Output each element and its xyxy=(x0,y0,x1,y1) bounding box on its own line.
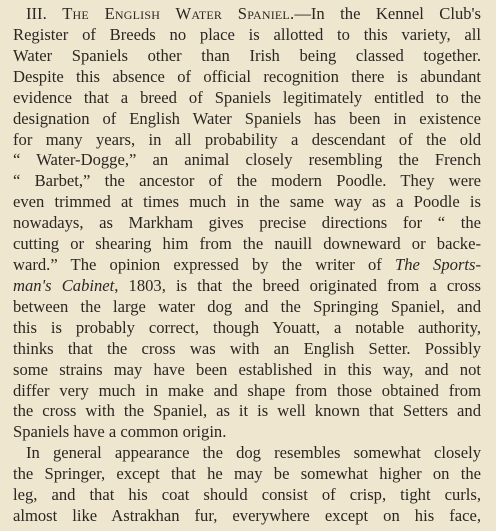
text-line-23: the Springer, except that he may be somewhat higher on the xyxy=(13,464,481,484)
text-line-17: thinks that the cross was with an English Setter. Possibly xyxy=(13,338,481,358)
text-line-13 xyxy=(13,255,481,276)
section-number: III. xyxy=(26,4,47,23)
text-line-12: cutting or shearing him from the nauill downeward or backe- xyxy=(13,234,481,254)
body-text: , 1803, is that the breed originated from a cross xyxy=(114,275,481,295)
text-line-9: “ Barbet,” the ancestor of the modern Poodle. They were xyxy=(13,171,481,191)
text-line-14 xyxy=(13,276,481,297)
text-line-5: evidence that a breed of Spaniels legitimately entitled to the xyxy=(13,87,481,107)
text-line-1 xyxy=(26,4,481,25)
body-text: In the Kennel Club's xyxy=(310,4,481,23)
text-line-2: Register of Breeds no place is allotted to this variety, all xyxy=(13,24,481,44)
body-text: ward.” The opinion expressed by the writer of xyxy=(13,255,395,275)
text-line-21: Spaniels have a common origin. xyxy=(13,422,227,442)
text-line-6: designation of English Water Spaniels has been in existence xyxy=(13,108,481,128)
text-line-11: nowadays, as Markham gives precise directions for “ the xyxy=(13,213,481,233)
text-line-18: some strains may have been established in this way, and not xyxy=(13,359,481,379)
text-line-24: leg, and that his coat should consist of crisp, tight curls, xyxy=(13,485,481,505)
text-line-16: this is probably correct, though Youatt, a notable authority, xyxy=(13,317,481,337)
text-line-4: Despite this absence of official recognition there is abundant xyxy=(13,66,481,86)
text-line-10: even trimmed at times much in the same way as a Poodle is xyxy=(13,192,481,212)
text-line-8: “ Water-Dogge,” an animal closely resembling the French xyxy=(13,150,481,170)
section-dash: — xyxy=(294,4,311,23)
text-line-20: the cross with the Spaniel, as it is well known that Setters and xyxy=(13,401,481,421)
book-title-italic: The Sports- xyxy=(395,255,482,275)
text-line-7: for many years, in all probability a descendant of the old xyxy=(13,129,481,149)
book-title-italic: man's Cabinet xyxy=(13,275,115,295)
text-line-15: between the large water dog and the Springing Spaniel, and xyxy=(13,296,481,316)
text-line-25: almost like Astrakhan fur, everywhere except on his face, xyxy=(13,506,481,526)
text-line-19: differ very much in make and shape from those obtained from xyxy=(13,380,481,400)
text-line-3: Water Spaniels other than Irish being classed together. xyxy=(13,45,481,65)
section-heading: The English Water Spaniel. xyxy=(62,4,295,23)
text-line-22: In general appearance the dog resembles somewhat closely xyxy=(26,443,481,463)
